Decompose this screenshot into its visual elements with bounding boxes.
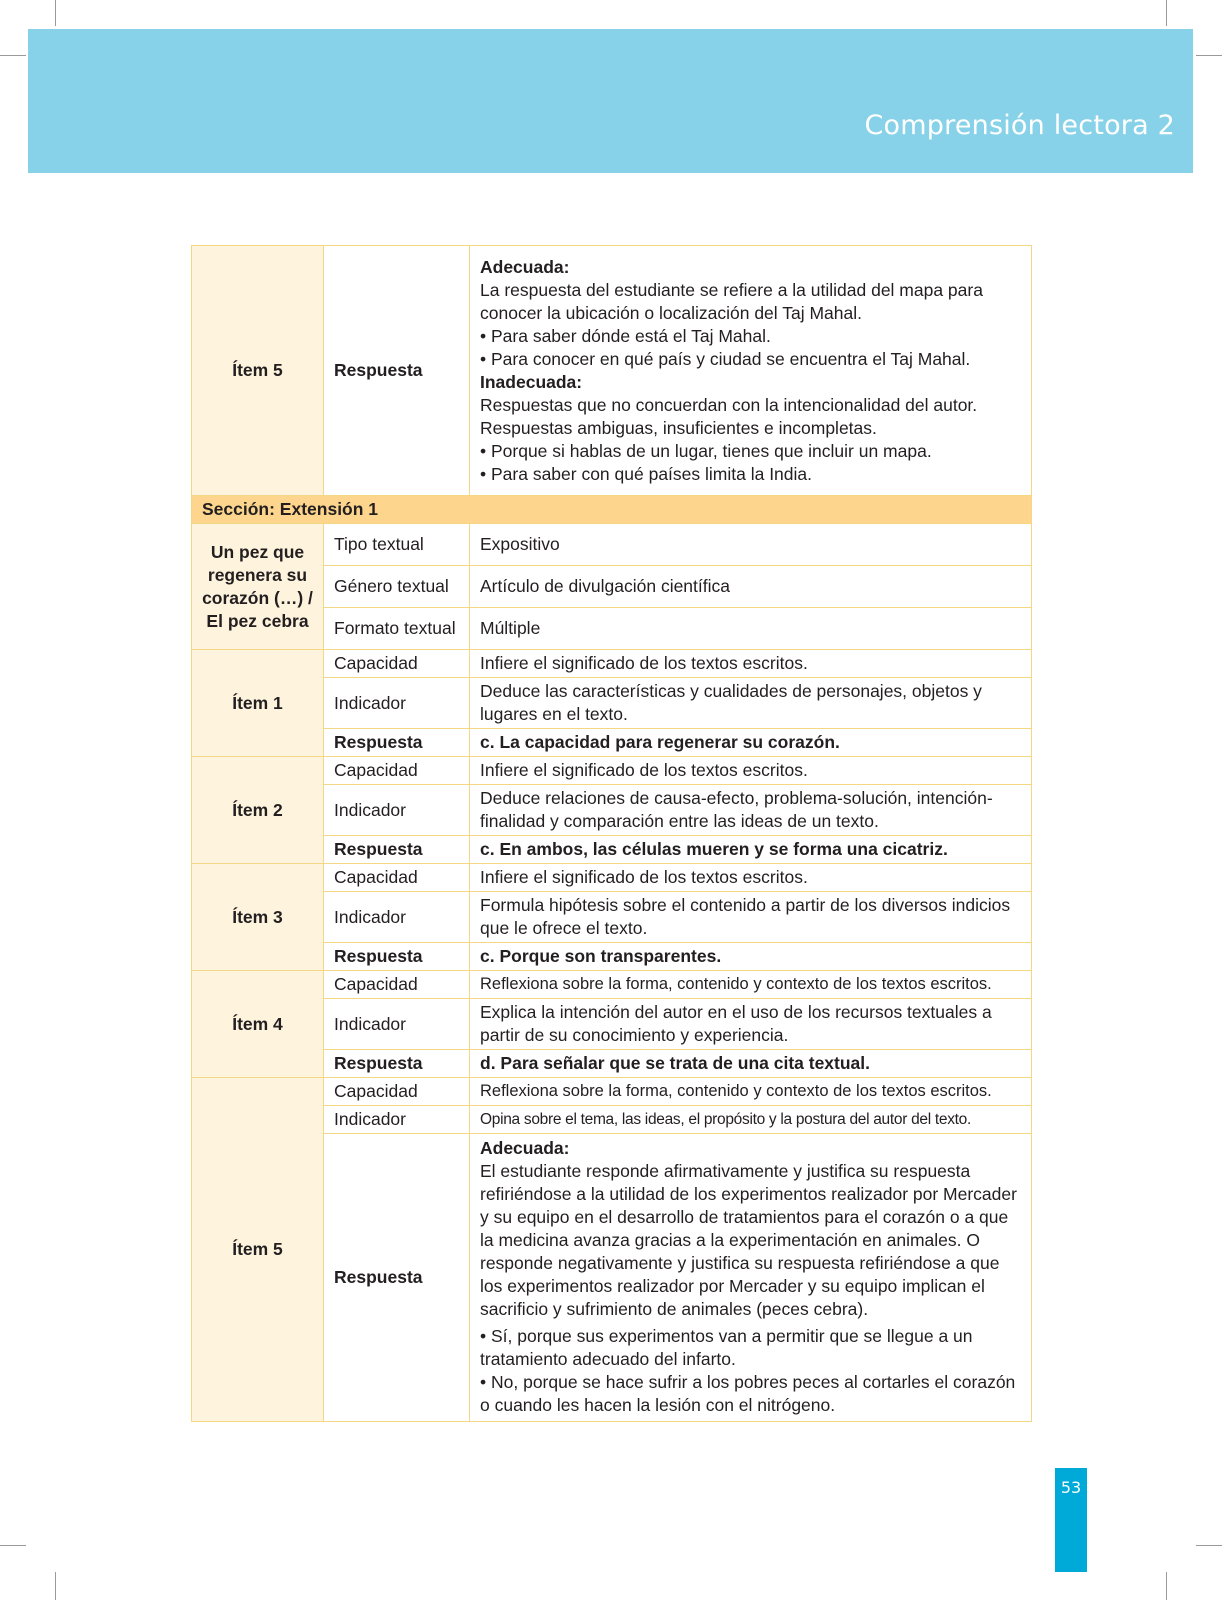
criteria-bullet: • No, porque se hace sufrir a los pobres peces al cortarles el corazón o cuando les hacen la lesión con el nitrógeno. bbox=[480, 1372, 1016, 1415]
capacidad-value: Reflexiona sobre la forma, contenido y contexto de los textos escritos. bbox=[470, 971, 1032, 999]
capacidad-label: Capacidad bbox=[324, 757, 470, 785]
respuesta-value: c. Porque son transparentes. bbox=[470, 943, 1032, 971]
capacidad-row bbox=[192, 1078, 1032, 1106]
criteria-line: Respuestas ambiguas, insuficientes e incompletas. bbox=[480, 417, 877, 438]
crop-mark bbox=[1166, 0, 1167, 26]
crop-mark bbox=[1196, 1545, 1222, 1546]
text-prop-row bbox=[192, 524, 1032, 566]
criteria-bullet: • Para saber dónde está el Taj Mahal. bbox=[480, 325, 771, 346]
text-title: Un pez que regenera su corazón (…) / El pez cebra bbox=[192, 524, 324, 650]
criteria-bullet: • Para saber con qué países limita la India. bbox=[480, 463, 813, 484]
top-item-row bbox=[192, 246, 1032, 496]
indicador-value: Deduce las características y cualidades de personajes, objetos y lugares en el texto. bbox=[470, 678, 1032, 729]
capacidad-label: Capacidad bbox=[324, 1078, 470, 1106]
criteria-line: La respuesta del estudiante se refiere a la utilidad del mapa para bbox=[480, 279, 983, 300]
crop-mark bbox=[55, 0, 56, 26]
inadequate-heading: Inadecuada: bbox=[480, 371, 583, 392]
item-label: Ítem 5 bbox=[192, 1078, 324, 1422]
capacidad-value: Infiere el significado de los textos escritos. bbox=[470, 864, 1032, 892]
capacidad-row bbox=[192, 864, 1032, 892]
section-title: Sección: Extensión 1 bbox=[192, 496, 1032, 524]
indicador-value: Formula hipótesis sobre el contenido a partir de los diversos indicios que le ofrece el texto. bbox=[470, 892, 1032, 943]
respuesta-value: d. Para señalar que se trata de una cita textual. bbox=[470, 1050, 1032, 1078]
header-title: Comprensión lectora 2 bbox=[864, 110, 1175, 141]
section-header-row bbox=[192, 496, 1032, 524]
item-label: Ítem 5 bbox=[192, 246, 324, 496]
answer-criteria bbox=[470, 1134, 1032, 1422]
capacidad-value: Infiere el significado de los textos escritos. bbox=[470, 650, 1032, 678]
criteria-line: Respuestas que no concuerdan con la intencionalidad del autor. bbox=[480, 394, 978, 415]
capacidad-value: Reflexiona sobre la forma, contenido y contexto de los textos escritos. bbox=[470, 1078, 1032, 1106]
indicador-value: Opina sobre el tema, las ideas, el propósito y la postura del autor del texto. bbox=[470, 1106, 1032, 1134]
criteria-bullet: • Sí, porque sus experimentos van a permitir que se llegue a un tratamiento adecuado del infarto. bbox=[480, 1326, 973, 1369]
capacidad-label: Capacidad bbox=[324, 971, 470, 999]
indicador-label: Indicador bbox=[324, 892, 470, 943]
item-label: Ítem 2 bbox=[192, 757, 324, 864]
answer-criteria bbox=[470, 246, 1032, 496]
indicador-label: Indicador bbox=[324, 785, 470, 836]
respuesta-value: c. La capacidad para regenerar su corazón. bbox=[470, 729, 1032, 757]
indicador-value: Explica la intención del autor en el uso de los recursos textuales a partir de su conocimiento y experiencia. bbox=[470, 999, 1032, 1050]
respuesta-label: Respuesta bbox=[324, 943, 470, 971]
indicador-label: Indicador bbox=[324, 999, 470, 1050]
prop-label: Tipo textual bbox=[324, 524, 470, 566]
prop-value: Artículo de divulgación científica bbox=[470, 566, 1032, 608]
capacidad-value: Infiere el significado de los textos escritos. bbox=[470, 757, 1032, 785]
page-number: 53 bbox=[1060, 1478, 1082, 1497]
capacidad-label: Capacidad bbox=[324, 864, 470, 892]
adequate-heading: Adecuada: bbox=[480, 1138, 570, 1158]
criteria-bullet: • Porque si hablas de un lugar, tienes que incluir un mapa. bbox=[480, 440, 932, 461]
respuesta-label: Respuesta bbox=[324, 1134, 470, 1422]
respuesta-label: Respuesta bbox=[324, 1050, 470, 1078]
indicador-label: Indicador bbox=[324, 678, 470, 729]
crop-mark bbox=[1166, 1572, 1167, 1600]
prop-value: Múltiple bbox=[470, 608, 1032, 650]
prop-label: Género textual bbox=[324, 566, 470, 608]
field-label: Respuesta bbox=[324, 246, 470, 496]
crop-mark bbox=[55, 1572, 56, 1600]
capacidad-row bbox=[192, 650, 1032, 678]
crop-mark bbox=[1196, 55, 1222, 56]
capacidad-row bbox=[192, 757, 1032, 785]
capacidad-label: Capacidad bbox=[324, 650, 470, 678]
indicador-value: Deduce relaciones de causa-efecto, problema-solución, intención-finalidad y comparación entre las ideas de un texto. bbox=[470, 785, 1032, 836]
header-band bbox=[28, 29, 1193, 173]
prop-label: Formato textual bbox=[324, 608, 470, 650]
prop-value: Expositivo bbox=[470, 524, 1032, 566]
indicador-label: Indicador bbox=[324, 1106, 470, 1134]
criteria-line: conocer la ubicación o localización del Taj Mahal. bbox=[480, 302, 862, 323]
adequate-heading: Adecuada: bbox=[480, 256, 570, 277]
item-label: Ítem 3 bbox=[192, 864, 324, 971]
answer-key-table bbox=[191, 245, 1032, 1422]
criteria-bullet: • Para conocer en qué país y ciudad se encuentra el Taj Mahal. bbox=[480, 348, 971, 369]
crop-mark bbox=[0, 1545, 26, 1546]
respuesta-value: c. En ambos, las células mueren y se forma una cicatriz. bbox=[470, 836, 1032, 864]
crop-mark bbox=[0, 55, 26, 56]
capacidad-row bbox=[192, 971, 1032, 999]
item-label: Ítem 1 bbox=[192, 650, 324, 757]
respuesta-label: Respuesta bbox=[324, 729, 470, 757]
respuesta-label: Respuesta bbox=[324, 836, 470, 864]
criteria-paragraph: El estudiante responde afirmativamente y justifica su respuesta refiriéndose a la utilidad de los experimentos realizador por Mercader y su equipo en el desarrollo de tratamientos para el corazón o a que la medicina avanza gracias a la experimentación en animales. O responde negativamente y justifica su respuesta refiriéndose a que los experimentos realizador por Mercader y su equipo implican el sacrificio y sufrimiento de animales (peces cebra). bbox=[480, 1161, 1017, 1319]
item-label: Ítem 4 bbox=[192, 971, 324, 1078]
